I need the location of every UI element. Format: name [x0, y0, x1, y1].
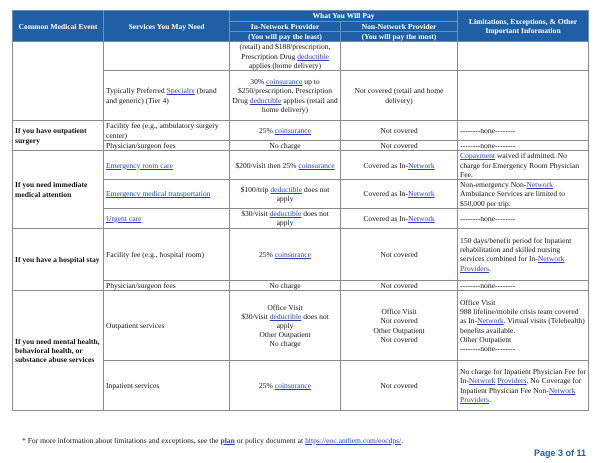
out-network-cell: Not covered [341, 141, 458, 151]
network-link[interactable]: Network [408, 160, 435, 170]
event-label: If you need immediate medical attention [13, 151, 104, 229]
coinsurance-link[interactable]: coinsurance [274, 380, 312, 390]
copayment-link[interactable]: Copayment [460, 151, 496, 161]
service-cell [104, 180, 230, 209]
service-cell: Physician/surgeon fees [104, 141, 230, 151]
limits-cell [458, 42, 589, 71]
table-row [13, 42, 589, 71]
limits-cell: Office Visit 988 lifeline/mobile crisis team covered as In-Network. Virtual visits (Telehealth) benefits available. Other Outpatient --------none-------- [458, 291, 589, 361]
urgent-care-link[interactable]: Urgent care [106, 213, 142, 223]
service-cell: Outpatient services [104, 291, 230, 361]
out-network-cell: Covered as In-Network [341, 208, 458, 228]
out-network-cell [341, 42, 458, 71]
in-network-cell: 30% coinsurance up to $250/prescription, Prescription Drug deductible applies (retail and home delivery) [230, 71, 341, 121]
out-network-cell: Not covered [341, 361, 458, 411]
limits-cell [458, 71, 589, 121]
network-link[interactable]: Network [408, 189, 435, 199]
service-cell [104, 208, 230, 228]
service-cell: Facility fee (e.g., ambulatory surgery center) [104, 121, 230, 141]
header-pay: What You Will Pay [230, 11, 458, 22]
header-services: Services You May Need [104, 11, 230, 42]
table-row [13, 151, 589, 180]
transport-link[interactable]: Emergency medical transportation [106, 189, 211, 199]
service-cell: Typically Preferred Specialty (brand and generic) (Tier 4) [104, 71, 230, 121]
providers-link[interactable]: Providers [460, 263, 490, 273]
eoc-url-link[interactable]: https://eoc.anthem.com/eocdps/ [305, 436, 402, 445]
network-link[interactable]: Network [526, 180, 553, 190]
limits-cell: --------none-------- [458, 141, 589, 151]
event-label: If you have outpatient surgery [13, 121, 104, 151]
limits-cell: --------none-------- [458, 280, 589, 290]
header-event: Common Medical Event [13, 11, 104, 42]
out-network-cell: Office Visit Not covered Other Outpatient Not covered [341, 291, 458, 361]
in-network-cell: No charge [230, 141, 341, 151]
limits-cell: Non-emergency Non-Network Ambulance Services are limited to $50,000 per trip. [458, 180, 589, 209]
header-out-network-sub: (You will pay the most) [341, 32, 458, 42]
deductible-link[interactable]: deductible [249, 95, 282, 105]
service-cell [104, 151, 230, 180]
table-row [13, 291, 589, 361]
footnote: * For more information about limitations and exceptions, see the plan or policy document at https://eoc.anthem.com/eocdps/. [22, 436, 404, 445]
header-out-network: Non-Network Provider [341, 22, 458, 32]
table-row [13, 121, 589, 141]
network-providers-link[interactable]: Network Providers [460, 385, 576, 404]
in-network-cell: Office Visit $30/visit deductible does not apply Other Outpatient No charge [230, 291, 341, 361]
in-network-cell: 25% coinsurance [230, 228, 341, 280]
network-link[interactable]: Network [537, 254, 565, 264]
event-cell [13, 42, 104, 121]
network-link[interactable]: Network [477, 316, 504, 326]
header-in-network-sub: (You will pay the least) [230, 32, 341, 42]
in-network-cell: (retail) and $188/prescription, Prescription Drug deductible applies (home delivery) [230, 42, 341, 71]
service-cell: Facility fee (e.g., hospital room) [104, 228, 230, 280]
limits-cell: Copayment waived if admitted. No charge for Emergency Room Physician Fee. [458, 151, 589, 180]
header-limits: Limitations, Exceptions, & Other Important Information [458, 11, 589, 42]
coinsurance-link[interactable]: coinsurance [274, 249, 312, 259]
out-network-cell: Not covered (retail and home delivery) [341, 71, 458, 121]
limits-cell: --------none-------- [458, 121, 589, 141]
deductible-link[interactable]: deductible [269, 209, 302, 219]
service-cell: Inpatient services [104, 361, 230, 411]
in-network-cell: No charge [230, 280, 341, 290]
out-network-cell: Not covered [341, 228, 458, 280]
service-cell: Physician/surgeon fees [104, 280, 230, 290]
network-link[interactable]: Network [408, 213, 435, 223]
er-care-link[interactable]: Emergency room care [106, 160, 173, 170]
deductible-link[interactable]: deductible [297, 51, 329, 61]
event-label: If you have a hospital stay [13, 228, 104, 290]
limits-cell: 150 days/benefit period for Inpatient rehabilitation and skilled nursing services combined for In-Network Providers. [458, 228, 589, 280]
out-network-cell: Not covered [341, 280, 458, 290]
providers-link[interactable]: Providers [497, 376, 527, 386]
coinsurance-link[interactable]: coinsurance [274, 125, 312, 135]
header-in-network: In-Network Provider [230, 22, 341, 32]
out-network-cell: Covered as In-Network [341, 180, 458, 209]
specialty-link[interactable]: Specialty [166, 86, 195, 96]
network-link[interactable]: Network [468, 376, 496, 386]
coinsurance-link[interactable]: coinsurance [298, 160, 335, 170]
limits-cell: --------none-------- [458, 208, 589, 228]
service-cell [104, 42, 230, 71]
out-network-cell: Not covered [341, 121, 458, 141]
in-network-cell: $100/trip deductible does not apply [230, 180, 341, 209]
coinsurance-link[interactable]: coinsurance [266, 77, 303, 87]
in-network-cell: $30/visit deductible does not apply [230, 208, 341, 228]
deductible-link[interactable]: deductible [269, 311, 302, 321]
in-network-cell: $200/visit then 25% coinsurance [230, 151, 341, 180]
out-network-cell: Covered as In-Network [341, 151, 458, 180]
deductible-link[interactable]: deductible [270, 184, 302, 194]
event-label: If you need mental health, behavioral health, or substance abuse services [13, 291, 104, 411]
table-row [13, 228, 589, 280]
page-number: Page 3 of 11 [533, 448, 586, 458]
limits-cell: No charge for Inpatient Physician Fee for In-Network Providers. No Coverage for Inpatient Physician Fee Non-Network Providers. [458, 361, 589, 411]
benefits-table [12, 10, 589, 411]
in-network-cell: 25% coinsurance [230, 121, 341, 141]
plan-link[interactable]: plan [220, 436, 235, 445]
in-network-cell: 25% coinsurance [230, 361, 341, 411]
